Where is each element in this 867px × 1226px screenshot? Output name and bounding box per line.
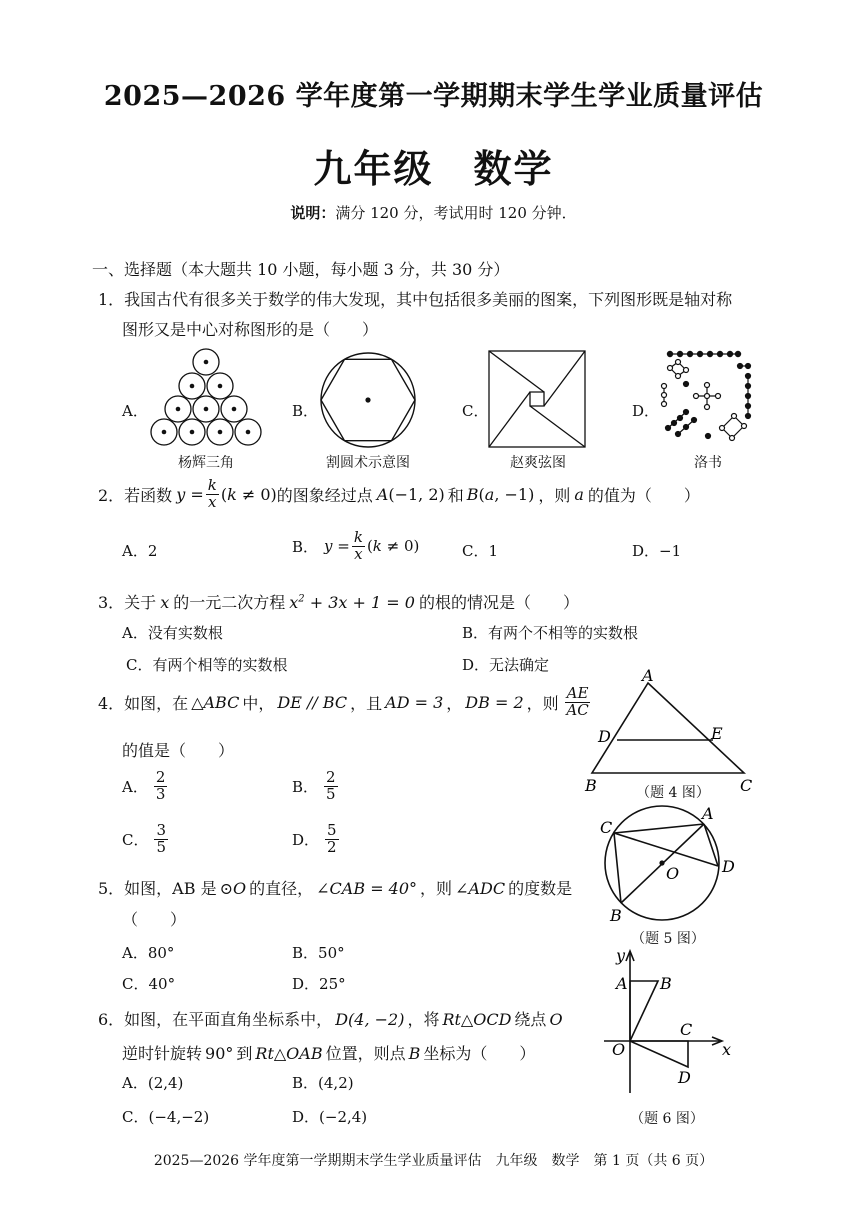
q6-point-o: O [549,1010,563,1029]
q3-option-d-letter: D． [462,656,490,674]
q3-option-c-letter: C． [126,656,153,674]
luoshu-figure [656,350,758,442]
q5-option-b [292,942,345,963]
q2-option-b-fraction: $\frac{k}{x}$ [353,528,363,563]
yanghui-triangle-figure [150,348,262,450]
q5-label-d: D [722,857,735,876]
q6-coordinate-figure [600,945,745,1095]
q6-label-d: D [678,1068,691,1087]
q4-option-c-letter: C． [122,830,149,849]
q6-line2c: 位置，则点 [325,1044,406,1063]
q5-option-c-letter: C． [122,975,149,993]
q6-label-o: O [612,1040,626,1059]
q2-option-d-letter: D． [632,542,660,560]
q6-label-b: B [660,974,672,993]
q2-option-a-text: 2 [147,542,158,560]
q4-option-d-num: 5 [327,821,337,839]
q4-option-c-num: 3 [156,821,167,839]
q6-option-a [122,1072,183,1093]
q1-option-a-letter: A． [122,402,148,420]
q6-suffix: 绕点 [514,1010,547,1029]
q6-label-a: A [616,974,628,993]
q5-prefix: 5．如图，AB 是 [98,879,217,898]
q1-option-c-letter: C． [462,402,489,420]
q4-label-a: A [642,666,654,685]
q3-option-a [122,622,223,643]
q4-figure-caption: （题 4 图） [636,785,710,801]
q6-option-d [292,1106,367,1127]
q3-option-a-text: 没有实数根 [147,624,223,642]
q3-var-x: x [160,593,170,612]
subject-title: 九年级 数学 [313,146,554,191]
q2-mid: 的图象经过点 [276,485,373,505]
q4-option-a-letter: A． [122,777,148,796]
q1-line1: 1．我国古代有很多关于数学的伟大发现，其中包括很多美丽的图案，下列图形既是轴对称 [98,290,733,309]
zhaoshuang-diagram-figure [488,350,588,450]
q5-option-b-letter: B． [292,944,319,962]
q5-angle-cab: ∠CAB = 40° [316,879,418,898]
q4-cond2: ，且 [350,693,383,713]
q6-triangle-oab: Rt△OAB [255,1044,323,1063]
q2-point-b: B(a, −1) [466,484,535,504]
q4-label-e: E [711,724,723,743]
q6-stem [98,1007,563,1030]
q4-stem [98,686,592,719]
q5-option-a-text: 80° [147,944,175,962]
q5-option-a-letter: A． [122,944,148,962]
q6-triangle-ocd: Rt△OCD [442,1010,512,1029]
q2-func-y: y = [176,484,204,504]
q4-option-a [122,770,169,803]
q5-label-o: O [666,864,680,883]
q3-option-b-letter: B． [462,624,489,642]
q6-option-a-text: (2,4) [147,1074,184,1092]
q2-option-d-text: −1 [659,542,682,560]
q3-option-d-text: 无法确定 [489,656,550,674]
q6-option-c-text: (−4,−2) [148,1108,210,1126]
q2-option-b-y: y = [324,537,350,556]
q3-text-c: 的根的情况是（ ） [418,593,579,612]
q5-label-c: C [600,818,613,837]
exam-title: 2025—2026 学年度第一学期期末学生学业质量评估 [103,81,764,112]
q4-option-a-num: 2 [155,768,166,786]
q4-option-b-letter: B． [292,777,319,796]
q4-prefix: 4．如图，在 [98,693,189,713]
q6-option-b-text: (4,2) [318,1074,354,1092]
circle-hexagon-figure [318,350,418,450]
q4-cond3: ， [446,693,463,713]
q5-mid: 的直径， [249,879,314,898]
q6-figure-caption: （题 6 图） [630,1111,704,1127]
q6-label-c: C [680,1020,693,1039]
q3-stem [98,590,579,613]
q4-ratio: $\frac{AE}{AC}$ [566,684,589,719]
q4-label-d: D [598,727,611,746]
q6-point-b: B [408,1044,421,1063]
q6-angle: 90° [205,1044,234,1063]
q6-prefix: 6．如图，在平面直角坐标系中， [98,1010,333,1029]
q2-var-a: a [574,484,584,504]
q4-cond1: 中， [242,693,275,713]
q6-label-x: x [722,1040,732,1059]
q3-equation: $x^2 + 3x + 1 = 0$ [289,593,415,612]
q6-line2 [122,1041,535,1064]
q5-label-b: B [610,906,622,925]
q3-option-d [462,654,549,675]
q4-label-b: B [585,776,597,795]
q4-db: DB = 2 [465,692,524,712]
q3-option-a-letter: A． [122,624,148,642]
q2-point-a: A(−1, 2) [376,484,445,504]
q6-line2d: 坐标为（ ） [423,1044,536,1063]
q6-option-b [292,1072,354,1093]
q5-label-a: A [702,805,714,823]
q1-option-b-caption: 割圆术示意图 [326,455,410,471]
q4-option-b [292,770,340,803]
q6-line2b: 到 [236,1044,253,1063]
q4-triangle: △ABC [191,692,240,712]
q6-option-b-letter: B． [292,1074,319,1092]
q5-circle-figure [592,805,742,927]
q1-option-d-letter: D． [632,402,660,420]
q6-mid: ，将 [407,1010,440,1029]
q4-option-a-den: 3 [155,784,166,803]
q5-circle-o: ⊙O [219,879,247,898]
q2-option-a-letter: A． [122,542,148,560]
q5-option-c [122,973,175,994]
q5-option-d-text: 25° [319,975,346,993]
q5-option-c-text: 40° [148,975,176,993]
q5-end: 的度数是 [508,879,573,898]
q3-text-b: 的一元二次方程 [173,593,286,612]
q6-option-c [122,1106,209,1127]
q4-option-c [122,823,170,856]
q4-option-d [292,823,341,856]
q4-ad: AD = 3 [385,692,444,712]
q4-option-b-den: 5 [326,784,336,803]
q1-option-a-caption: 杨辉三角 [178,455,234,471]
q4-cond4: ，则 [526,693,559,713]
q3-option-b [462,622,638,643]
q1-line2: 图形又是中心对称图形的是（ ） [122,320,379,339]
q6-option-c-letter: C． [122,1108,149,1126]
q6-option-d-text: (−2,4) [319,1108,368,1126]
q6-point-d: D(4, −2) [335,1010,405,1029]
q6-option-a-letter: A． [122,1074,148,1092]
q5-line2: （ ） [122,910,187,929]
q5-option-d-letter: D． [292,975,320,993]
q2-and: 和 [447,485,464,505]
q3-option-c [126,654,288,675]
q3-option-c-text: 有两个相等的实数根 [152,656,288,674]
q5-figure-caption: （题 5 图） [631,931,705,947]
section-heading: 一、选择题（本大题共 10 小题，每小题 3 分，共 30 分） [92,260,510,279]
q2-end: 的值为（ ） [587,485,700,505]
note-text: 满分 120 分，考试用时 120 分钟． [335,204,577,222]
note-label: 说明： [290,204,336,222]
page-footer: 2025—2026 学年度第一学期期末学生学业质量评估 九年级 数学 第 1 页（共 6 页） [153,1153,714,1169]
q5-option-a [122,942,174,963]
q3-option-b-text: 有两个不相等的实数根 [488,624,639,642]
q5-option-d [292,973,346,994]
q2-option-a [122,540,157,561]
q5-angle-adc: ∠ADC [455,879,506,898]
q2-prefix: 2．若函数 [98,485,173,505]
q1-option-c-caption: 赵爽弦图 [510,455,566,471]
q6-option-d-letter: D． [292,1108,320,1126]
q2-option-c-letter: C． [462,542,489,560]
q4-option-b-num: 2 [326,768,336,786]
q6-label-y: y [616,946,626,965]
exam-note [0,202,867,223]
q4-line2: 的值是（ ） [122,741,235,760]
q2-func-fraction: $\frac{k}{x}$ [207,476,217,511]
q3-text-a: 3．关于 [98,593,157,612]
q2-stem [98,478,700,511]
q4-parallel: DE // BC [277,692,348,712]
q2-func-cond: (k ≠ 0) [220,484,277,504]
q2-option-b-cond: (k ≠ 0) [366,537,420,556]
q4-option-c-den: 5 [156,837,167,856]
q5-option-b-text: 50° [318,944,345,962]
q4-option-d-letter: D． [292,830,320,849]
q2-option-b [292,530,419,563]
q4-option-d-den: 2 [327,837,337,856]
q2-option-b-letter: B． [292,537,319,556]
q2-option-d [632,540,681,561]
q2-suffix: ，则 [538,485,571,505]
q1-option-b-letter: B． [292,402,319,420]
q1-option-d-caption: 洛书 [694,455,722,471]
q4-label-c: C [740,776,753,795]
q2-option-c [462,540,498,561]
q5-suffix: ，则 [420,879,453,898]
q6-line2a: 逆时针旋转 [122,1044,203,1063]
q5-stem [98,876,572,899]
q2-option-c-text: 1 [488,542,499,560]
